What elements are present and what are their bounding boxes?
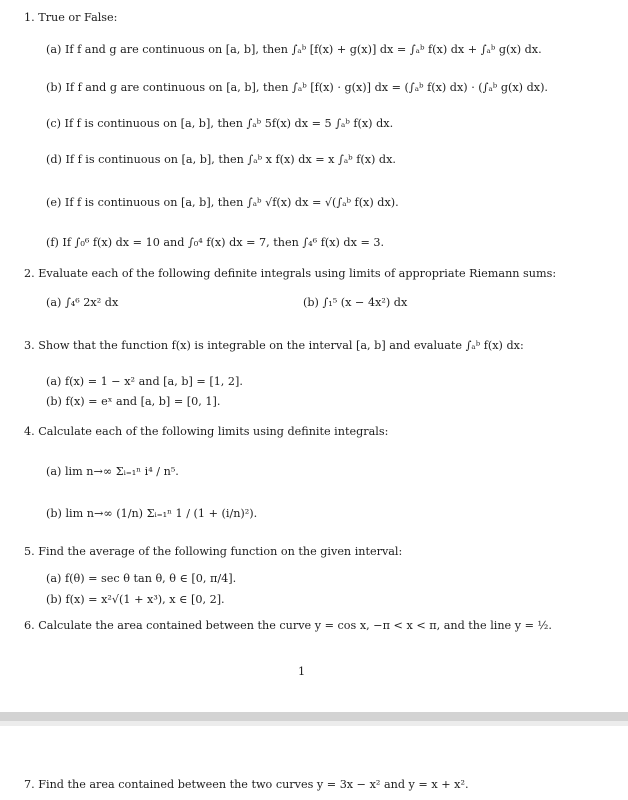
q4-a: (a) lim n→∞ Σᵢ₌₁ⁿ i⁴ / n⁵. [46,465,179,478]
q5-b: (b) f(x) = x²√(1 + x³), x ∈ [0, 2]. [46,593,225,606]
q1-a: (a) If f and g are continuous on [a, b], then ∫ₐᵇ [f(x) + g(x)] dx = ∫ₐᵇ f(x) dx + ∫ₐᵇ g(x) dx. [46,43,542,56]
q1-b: (b) If f and g are continuous on [a, b], then ∫ₐᵇ [f(x) · g(x)] dx = (∫ₐᵇ f(x) dx) · (∫ₐᵇ g(x) dx). [46,81,548,94]
q7: 7. Find the area contained between the two curves y = 3x − x² and y = x + x². [24,778,469,791]
q1-e: (e) If f is continuous on [a, b], then ∫ₐᵇ √f(x) dx = √(∫ₐᵇ f(x) dx). [46,196,399,209]
q2-header: 2. Evaluate each of the following definite integrals using limits of appropriate Riemann sums: [24,267,557,280]
q4-header: 4. Calculate each of the following limits using definite integrals: [24,425,389,438]
page-number: 1 [298,665,306,678]
page-separator [0,712,628,721]
q1-d: (d) If f is continuous on [a, b], then ∫ₐᵇ x f(x) dx = x ∫ₐᵇ f(x) dx. [46,153,396,166]
q6: 6. Calculate the area contained between the curve y = cos x, −π < x < π, and the line y = ½. [24,619,552,632]
q1-header: 1. True or False: [24,11,118,24]
q1-c: (c) If f is continuous on [a, b], then ∫ₐᵇ 5f(x) dx = 5 ∫ₐᵇ f(x) dx. [46,117,394,130]
q3-b: (b) f(x) = eˣ and [a, b] = [0, 1]. [46,395,221,408]
q2-a: (a) ∫₄⁶ 2x² dx [46,296,119,309]
q2-b: (b) ∫₁⁵ (x − 4x²) dx [303,296,408,309]
q5-a: (a) f(θ) = sec θ tan θ, θ ∈ [0, π/4]. [46,572,237,585]
q4-b: (b) lim n→∞ (1/n) Σᵢ₌₁ⁿ 1 / (1 + (i/n)²). [46,507,258,520]
page-2 [0,726,628,800]
q3-a: (a) f(x) = 1 − x² and [a, b] = [1, 2]. [46,375,243,388]
q3-header: 3. Show that the function f(x) is integrable on the interval [a, b] and evaluate ∫ₐᵇ f(x) dx: [24,339,524,352]
q5-header: 5. Find the average of the following function on the given interval: [24,545,403,558]
q1-f: (f) If ∫₀⁶ f(x) dx = 10 and ∫₀⁴ f(x) dx = 7, then ∫₄⁶ f(x) dx = 3. [46,236,385,249]
